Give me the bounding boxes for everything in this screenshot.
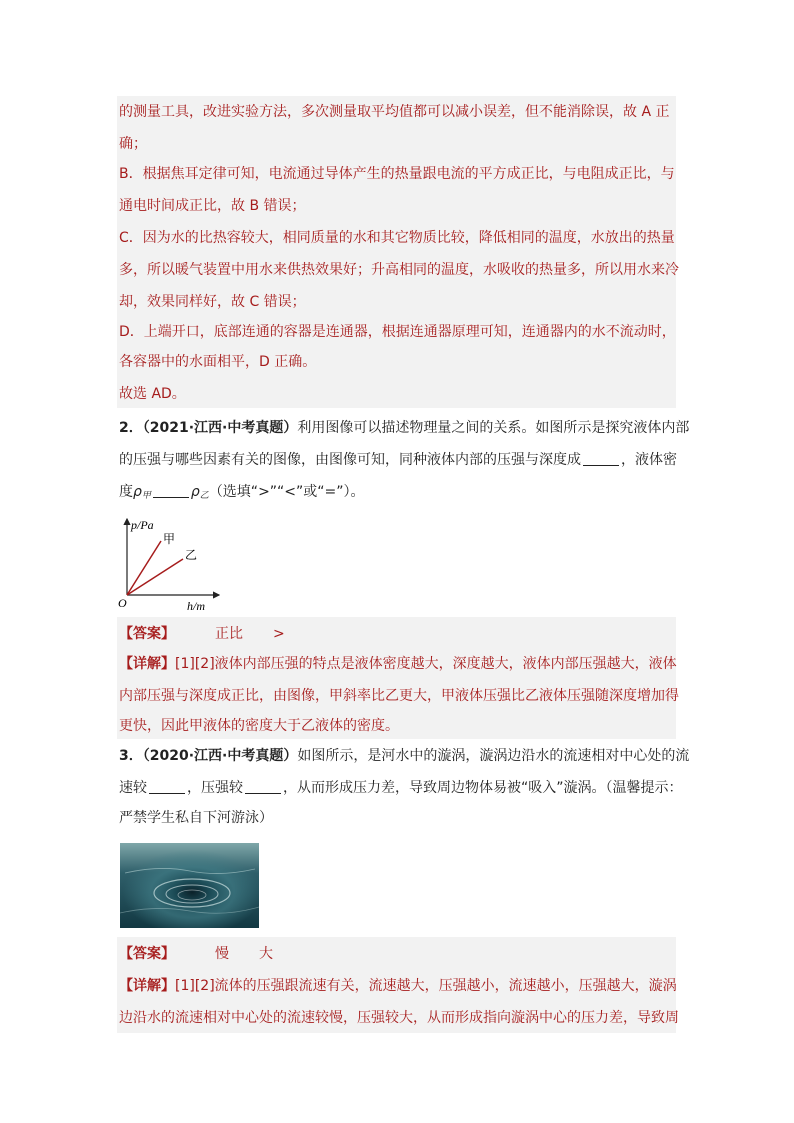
answer-blank [245, 779, 281, 794]
explanation-line: 故选 AD。 [119, 386, 186, 402]
question-3-line-1 [119, 746, 689, 766]
line-label-yi: 乙 [185, 548, 198, 562]
question-text: ，压强较 [187, 780, 243, 796]
question-number: 3． [119, 748, 143, 764]
line-label-jia: 甲 [163, 532, 176, 546]
rho-symbol: ρ [190, 484, 200, 500]
answer-blank [583, 451, 619, 466]
question-2-line-1 [119, 418, 689, 438]
origin-label: O [118, 596, 127, 610]
answer-tag: 【答案】 [119, 946, 175, 962]
question-source: （2020·江西·中考真题） [142, 748, 298, 764]
detail-line: 内部压强与深度成正比，由图像，甲斜率比乙更大，甲液体压强比乙液体压强随深度增加得 [119, 688, 679, 704]
detail-line [119, 654, 677, 674]
detail-line: 边沿水的流速相对中心处的流速较慢，压强较大，从而形成指向漩涡中心的压力差，导致周 [119, 1010, 679, 1026]
detail-text: [1][2]液体内部压强的特点是液体密度越大，深度越大，液体内部压强越大，液体 [175, 656, 677, 672]
whirlpool-photo [120, 843, 259, 928]
x-axis-label: h/m [187, 599, 205, 613]
question-text: ，从而形成压力差，导致周边物体易被“吸入”漩涡。（温馨提示： [283, 780, 683, 796]
answer-value: 慢 [215, 946, 229, 962]
answer-tag: 【答案】 [119, 626, 175, 642]
line-yi [127, 559, 183, 595]
explanation-line: 多，所以暖气装置中用水来供热效果好；升高相同的温度，水吸收的热量多，所以用水来冷 [119, 262, 679, 278]
rho-subscript-jia: 甲 [141, 491, 151, 501]
answer-line [119, 624, 285, 644]
explanation-line: 通电时间成正比，故 B 错误； [119, 198, 306, 214]
answer-value: > [273, 626, 285, 642]
question-source: （2021·江西·中考真题） [142, 420, 298, 436]
question-2-line-3 [119, 482, 365, 506]
detail-tag: 【详解】 [119, 978, 175, 994]
detail-tag: 【详解】 [119, 656, 175, 672]
detail-text: [1][2]流体的压强跟流速有关，流速越大，压强越小，流速越小，压强越大，漩涡 [175, 978, 677, 994]
question-text: 利用图像可以描述物理量之间的关系。如图所示是探究液体内部 [297, 420, 690, 436]
detail-line [119, 976, 677, 996]
rho-subscript-yi: 乙 [199, 491, 209, 501]
detail-line: 更快，因此甲液体的密度大于乙液体的密度。 [119, 718, 399, 734]
explanation-line: 的测量工具，改进实验方法，多次测量取平均值都可以减小误差，但不能消除误，故 A 正 [119, 104, 670, 120]
question-3-line-2 [119, 778, 683, 798]
answer-blank [149, 779, 185, 794]
answer-blank [153, 483, 189, 498]
question-text: 如图所示，是河水中的漩涡，漩涡边沿水的流速相对中心处的流 [297, 748, 690, 764]
line-jia [127, 541, 161, 595]
question-3-line-3: 严禁学生私自下河游泳） [119, 810, 273, 826]
answer-value: 正比 [215, 626, 243, 642]
question-text: ，液体密 [621, 452, 677, 468]
answer-line [119, 944, 273, 964]
question-text: （选填“>”“<”或“=”）。 [208, 484, 365, 500]
explanation-line: 却，效果同样好，故 C 错误； [119, 294, 306, 310]
question-text: 速较 [119, 780, 147, 796]
answer-value: 大 [259, 946, 273, 962]
explanation-line: C．因为水的比热容较大，相同质量的水和其它物质比较，降低相同的温度，水放出的热量 [119, 230, 675, 246]
question-text: 度 [119, 484, 133, 500]
explanation-line: B．根据焦耳定律可知，电流通过导体产生的热量跟电流的平方成正比，与电阻成正比，与 [119, 166, 675, 182]
question-number: 2． [119, 420, 143, 436]
question-text: 的压强与哪些因素有关的图像，由图像可知，同种液体内部的压强与深度成 [119, 452, 581, 468]
explanation-line: D．上端开口，底部连通的容器是连通器，根据连通器原理可知，连通器内的水不流动时， [119, 324, 676, 340]
explanation-line: 各容器中的水面相平，D 正确。 [119, 354, 317, 370]
rho-symbol: ρ [133, 484, 142, 500]
explanation-line: 确； [119, 136, 147, 152]
pressure-depth-graph [115, 513, 225, 613]
question-2-line-2 [119, 450, 677, 470]
y-axis-label: p/Pa [131, 518, 154, 532]
